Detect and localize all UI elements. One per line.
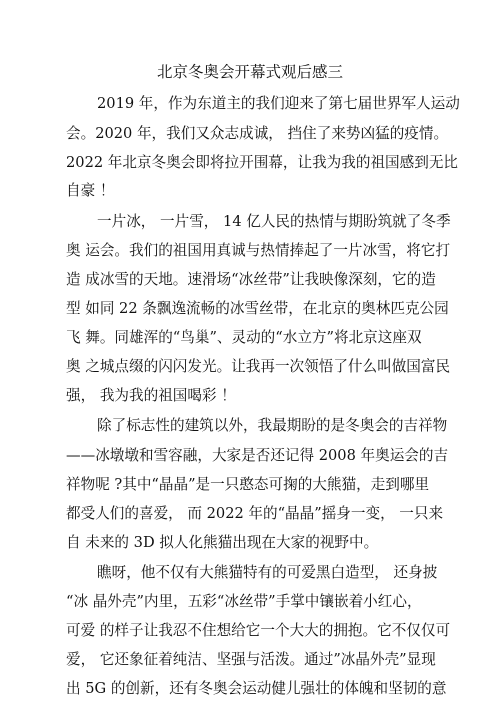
paragraph-2-line-4: 型 如同 22 条飘逸流畅的冰雪丝带，在北京的奥林匹克公园 bbox=[66, 300, 449, 317]
paragraph-2-line-6: 奥 之城点缀的闪闪发光。让我再一次领悟了什么叫做国富民 bbox=[66, 358, 451, 375]
paragraph-4-line-4: 爱， 它还象征着纯洁、坚强与活泼。通过”冰晶外壳”显现 bbox=[66, 651, 436, 668]
paragraph-1-line-3: 2022 年北京冬奥会即将拉开围幕，让我为我的祖国感到无比 bbox=[66, 154, 459, 171]
paragraph-1-line-1: 2019 年，作为东道主的我们迎来了第七届世界军人运动 bbox=[97, 95, 460, 112]
paragraph-2-line-5: 飞 舞。同雄浑的“鸟巢”、灵动的“水立方”将北京这座双 bbox=[66, 329, 422, 346]
paragraph-1-line-4: 自豪 ！ bbox=[66, 182, 115, 199]
paragraph-4-line-3: 可爱 的样子让我忍不住想给它一个大大的拥抱。它不仅仅可 bbox=[66, 622, 451, 639]
paragraph-2-line-1: 一片冰， 一片雪， 14 亿人民的热情与期盼筑就了冬季 bbox=[97, 213, 451, 230]
paragraph-4-line-1: 瞧呀，他不仅有大熊猫特有的可爱黑白造型， 还身披 bbox=[97, 564, 438, 581]
paragraph-3-line-4: 都受人们的喜爱， 而 2022 年的“晶晶”摇身一变， 一只来 bbox=[66, 505, 444, 522]
paragraph-2-line-3: 造 成冰雪的天地。速滑场“冰丝带”让我映像深刻，它的造 bbox=[66, 271, 436, 288]
paragraph-4-line-2: “冰 晶外壳”内里，五彩“冰丝带”手掌中镶嵌着小红心， bbox=[66, 593, 422, 610]
paragraph-2-line-2: 奥 运会。我们的祖国用真诚与热情捧起了一片冰雪，将它打 bbox=[66, 242, 451, 259]
document-title: 北京冬奥会开幕式观后感三 bbox=[156, 63, 343, 81]
paragraph-4-line-5: 出 5G 的创新，还有冬奥会运动健儿强壮的体魄和坚韧的意 bbox=[66, 680, 447, 697]
paragraph-1-line-2: 会。2020 年，我们又众志成诚， 挡住了来势凶猛的疫情。 bbox=[66, 125, 449, 142]
paragraph-3-line-3: 祥物呢 ?其中“晶晶”是一只憨态可掬的大熊猫，走到哪里 bbox=[66, 476, 430, 493]
paragraph-3-line-2: ——冰墩墩和雪容融，大家是否还记得 2008 年奥运会的吉 bbox=[66, 447, 449, 464]
paragraph-3-line-5: 自 未来的 3D 拟人化熊猫出现在大家的视野中。 bbox=[66, 534, 379, 551]
paragraph-2-line-7: 强， 我为我的祖国喝彩 ！ bbox=[66, 387, 236, 404]
paragraph-3-line-1: 除了标志性的建筑以外，我最期盼的是冬奥会的吉祥物 bbox=[97, 417, 448, 434]
